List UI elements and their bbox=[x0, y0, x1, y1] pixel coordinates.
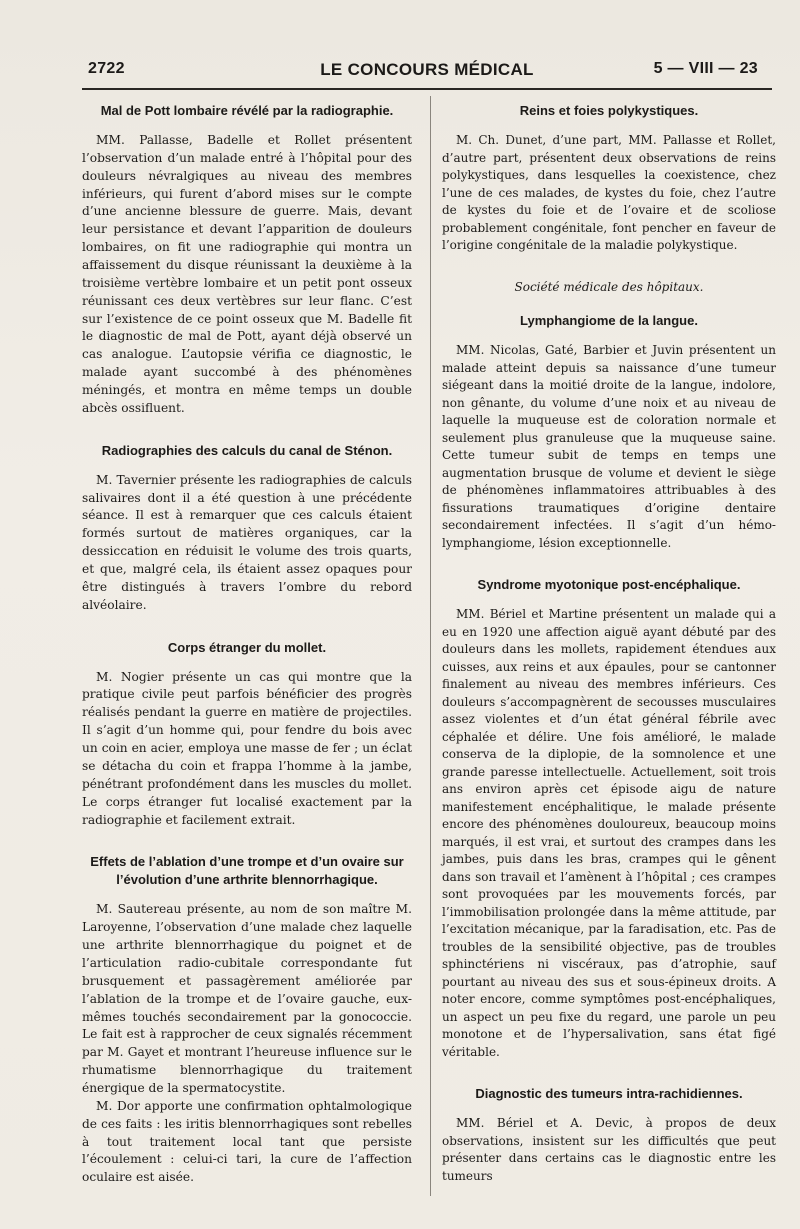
issue-date: 5 — VIII — 23 bbox=[653, 60, 758, 77]
header-rule bbox=[82, 88, 772, 90]
paragraph: MM. Bériel et A. Devic, à propos de deux observations, insistent sur les difficultés que peut présenter dans certains cas le diagnostic entre les tumeurs bbox=[442, 1116, 776, 1183]
section-heading: Reins et foies polykystiques. bbox=[519, 103, 699, 118]
page-header bbox=[82, 60, 772, 84]
society-title: Société médicale des hôpitaux. bbox=[514, 279, 704, 294]
paragraph: MM. Nicolas, Gaté, Barbier et Juvin présentent un malade atteint depuis sa naissance d’une tumeur siégeant dans la moitié droite de la langue, indolore, non gênante, du volume d’une noix et au niveau de laquelle la muqueuse est de coloration normale et seulement plus granuleuse que la muqueuse saine. Cette tumeur subit de temps en temps une augmentation brusque de volume et devient le siège de phénomènes inflammatoires attribuables à des fissurations traumatiques d’origine dentaire secondairement infectées. Il s’agit d’un hémo-lymphangiome, lésion exceptionnelle. bbox=[442, 343, 776, 550]
section-heading: Diagnostic des tumeurs intra-rachidiennes. bbox=[475, 1086, 743, 1101]
right-column bbox=[442, 102, 776, 1185]
paragraph: M. Ch. Dunet, d’une part, MM. Pallasse et Rollet, d’autre part, présentent deux observations de reins polykystiques, dans lesquelles la coexistence, chez l’une de ces malades, de kystes du foie, chez l’autre de kystes du foie et de l’ovaire et de scoliose probablement congénitale, font pencher en faveur de l’origine congénitale de la maladie polykystique. bbox=[442, 133, 776, 252]
left-column bbox=[82, 102, 412, 1187]
section-heading: Lymphangiome de la langue. bbox=[520, 313, 698, 328]
section-heading: Effets de l’ablation d’une trompe et d’un ovaire sur l’évolution d’une arthrite blennorrhagique. bbox=[90, 854, 404, 888]
paragraph: M. Dor apporte une confirmation ophtalmologique de ces faits : les iritis blennorrhagiques sont rebelles à tout traitement local tant que persiste l’écoulement : celui-ci tari, la cure de l’affection oculaire est aisée. bbox=[82, 1098, 412, 1185]
column-divider bbox=[430, 96, 431, 1196]
paragraph: M. Tavernier présente les radiographies de calculs salivaires dont il a été question à une précédente séance. Il est à remarquer que ces calculs étaient formés surtout de matières organiques, car la dessiccation en réduisit le volume des trois quarts, et que, malgré cela, ils étaient assez opaques pour être distingués à travers l’ombre du rebord alvéolaire. bbox=[82, 472, 412, 612]
section-heading: Radiographies des calculs du canal de Sténon. bbox=[101, 442, 393, 458]
paragraph: M. Nogier présente un cas qui montre que la pratique civile peut parfois bénéficier des progrès réalisés pendant la guerre en matière de projectiles. Il s’agit d’un homme qui, pour fendre du bois avec un coin en acier, employa une masse de fer ; un éclat se détacha du coin et frappa l’homme à la jambe, pénétrant profondément dans les muscles du mollet. Le corps étranger fut localisé exactement par la radiographie et facilement extrait. bbox=[82, 669, 412, 827]
journal-title: LE CONCOURS MÉDICAL bbox=[320, 60, 534, 79]
page-number: 2722 bbox=[88, 60, 125, 77]
section-heading: Mal de Pott lombaire révélé par la radiographie. bbox=[100, 103, 394, 118]
section-heading: Corps étranger du mollet. bbox=[167, 639, 327, 655]
section-heading: Syndrome myotonique post-encéphalique. bbox=[477, 577, 741, 592]
paragraph: M. Sautereau présente, au nom de son maître M. Laroyenne, l’observation d’une malade chez laquelle une arthrite blennorrhagique du poignet et de l’articulation radio-cubitale correspondante fut brusquement et passagèrement améliorée par l’ablation de la trompe et de l’ovaire gauche, eux-mêmes touchés secondairement par la gonococcie. Le fait est à rapprocher de ceux signalés récemment par M. Gayet et montrant l’heureuse influence sur le rhumatisme blennorrhagique du traitement énergique de la spermatocystite. bbox=[82, 902, 412, 1095]
paragraph: MM. Pallasse, Badelle et Rollet présentent l’observation d’un malade entré à l’hôpital pour des douleurs névralgiques au niveau des membres inférieurs, qui furent d’abord mises sur le compte d’une ancienne blessure de guerre. Mais, devant leur persistance et devant l’apparition de douleurs lombaires, on fit une radiographie qui montra un affaissement du disque réunissant la deuxième à la troisième vertèbre lombaire et un petit pont osseux réunissant ces deux vertèbres sur leur flanc. C’est sur l’existence de ce point osseux que M. Badelle fit le diagnostic de mal de Pott, ayant déjà observé un cas analogue. L’autopsie vérifia ce diagnostic, le malade ayant succombé à des phénomènes méningés, et montra en même temps un double abcès ossifluent. bbox=[82, 133, 412, 415]
paragraph: MM. Bériel et Martine présentent un malade qui a eu en 1920 une affection aiguë ayant débuté par des douleurs dans les mollets, rapidement étendues aux cuisses, aux reins et aux épaules, pour se cantonner finalement au niveau des membres inférieurs. Ces douleurs s’accompagnèrent de secousses musculaires assez violentes et d’un état général fébrile avec céphalée et délire. Une fois amélioré, le malade conserva de la diplopie, de la somnolence et une grande paresse intellectuelle. Actuellement, soit trois ans environ après cet épisode aigu de nature manifestement encéphalitique, le malade présente encore des phénomènes douloureux, beaucoup moins marqués, il est vrai, et surtout des crampes dans les jambes, puis dans les bras, crampes qui le gênent dans son travail et l’amènent à l’hôpital ; ces crampes sont provoquées par les mouvements forcés, par l’immobilisation prolongée dans la même attitude, par l’excitation mécanique, par la faradisation, etc. Pas de troubles de la sensibilité objective, pas de troubles sphinctériens ni viscéraux, pas d’atrophie, sauf pourtant au niveau des sus et sous-épineux droits. A noter encore, comme symptômes post-encéphaliques, un aspect un peu fixe du regard, une parole un peu monotone et de l’hypersalivation, sans état figé véritable. bbox=[442, 607, 776, 1059]
